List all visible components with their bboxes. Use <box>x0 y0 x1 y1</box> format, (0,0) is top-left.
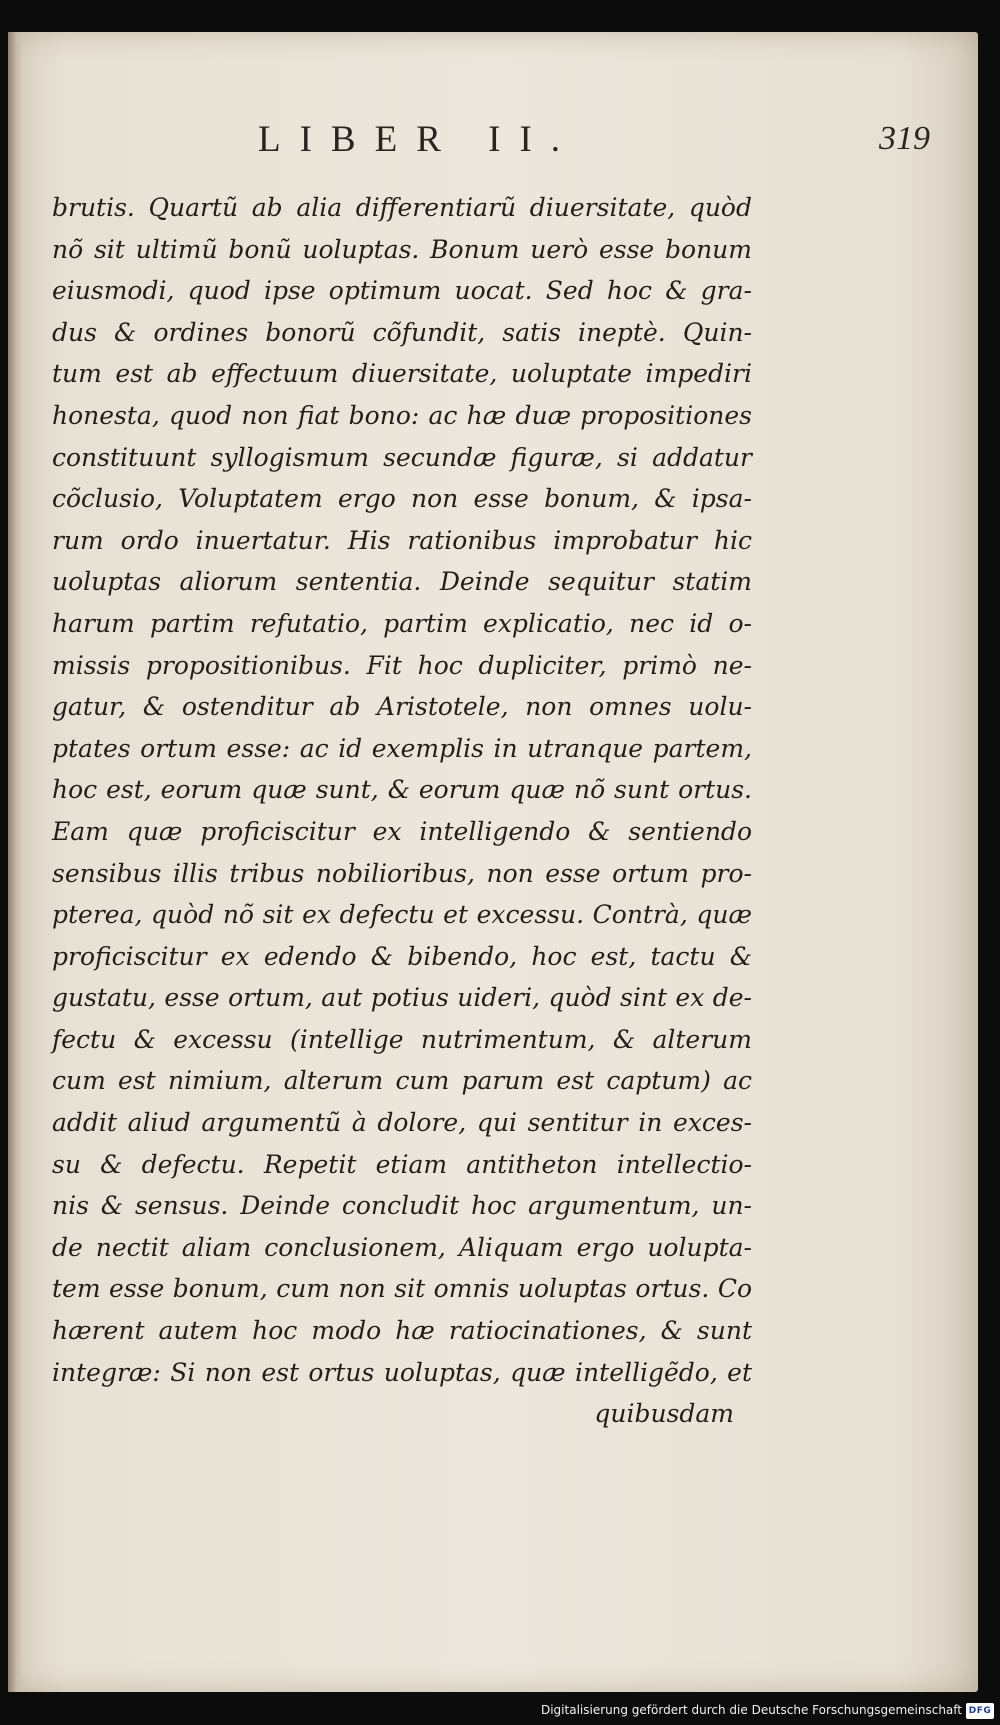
text-line: harum partim refutatio, partim explicatio, nec id o- <box>52 608 752 638</box>
text-line: gatur, & ostenditur ab Aristotele, non omnes uolu- <box>52 692 752 722</box>
text-line: rum ordo inuertatur. His rationibus improbatur hic <box>52 525 752 555</box>
page-number: 319 <box>879 120 930 157</box>
text-line: missis propositionibus. Fit hoc dupliciter, primò ne- <box>52 650 752 680</box>
text-line: ptates ortum esse: ac id exemplis in utranque partem, <box>52 733 752 763</box>
text-line: honesta, quod non fiat bono: ac hæ duæ propositiones <box>52 400 752 430</box>
page-header <box>258 118 930 178</box>
text-line: su & defectu. Repetit etiam antitheton intellectio- <box>52 1149 752 1179</box>
text-line: hærent autem hoc modo hæ ratiocinationes, & sunt <box>52 1316 752 1346</box>
footer-band <box>0 1693 1000 1725</box>
text-line: dus & ordines bonorũ cõfundit, satis ineptè. Quin- <box>52 317 752 347</box>
text-line: eiusmodi, quod ipse optimum uocat. Sed hoc & gra- <box>52 276 752 306</box>
text-line: Eam quæ proficiscitur ex intelligendo & sentiendo <box>52 816 752 846</box>
text-line: nis & sensus. Deinde concludit hoc argumentum, un- <box>52 1191 752 1221</box>
text-line: brutis. Quartũ ab alia differentiarũ diuersitate, quòd <box>52 193 752 222</box>
book-page <box>8 32 978 1692</box>
text-line: fectu & excessu (intellige nutrimentum, & alterum <box>52 1024 752 1054</box>
running-title: LIBER II. <box>258 119 580 160</box>
text-line: integræ: Si non est ortus uoluptas, quæ intelligẽdo, et <box>52 1357 752 1387</box>
text-line: cum est nimium, alterum cum parum est captum) ac <box>52 1066 752 1096</box>
text-line: pterea, quòd nõ sit ex defectu et excessu. Contrà, quæ <box>52 900 752 930</box>
body-text <box>52 187 752 1435</box>
text-line: tem esse bonum, cum non sit omnis uoluptas ortus. Co <box>52 1274 752 1304</box>
text-line: constituunt syllogismum secundæ figuræ, si addatur <box>52 442 752 472</box>
catchword: quibusdam <box>594 1399 734 1429</box>
text-line: de nectit aliam conclusionem, Aliquam ergo uolupta- <box>52 1232 752 1262</box>
funding-credit: Digitalisierung gefördert durch die Deutsche Forschungsgemeinschaft <box>540 1703 962 1717</box>
text-line: sensibus illis tribus nobilioribus, non esse ortum pro- <box>52 858 752 888</box>
text-line: tum est ab effectuum diuersitate, uoluptate impediri <box>52 359 752 389</box>
text-line: addit aliud argumentũ à dolore, qui sentitur in exces- <box>52 1108 752 1138</box>
text-line: uoluptas aliorum sententia. Deinde sequitur statim <box>52 567 752 597</box>
text-line: cõclusio, Voluptatem ergo non esse bonum, & ipsa- <box>52 484 752 514</box>
text-line: nõ sit ultimũ bonũ uoluptas. Bonum uerò esse bonum <box>52 234 752 264</box>
dfg-logo-icon: DFG <box>966 1703 994 1719</box>
text-line: hoc est, eorum quæ sunt, & eorum quæ nõ sunt ortus. <box>52 775 752 805</box>
text-line: gustatu, esse ortum, aut potius uideri, quòd sint ex de- <box>52 983 752 1013</box>
text-line: proficiscitur ex edendo & bibendo, hoc est, tactu & <box>52 941 752 971</box>
